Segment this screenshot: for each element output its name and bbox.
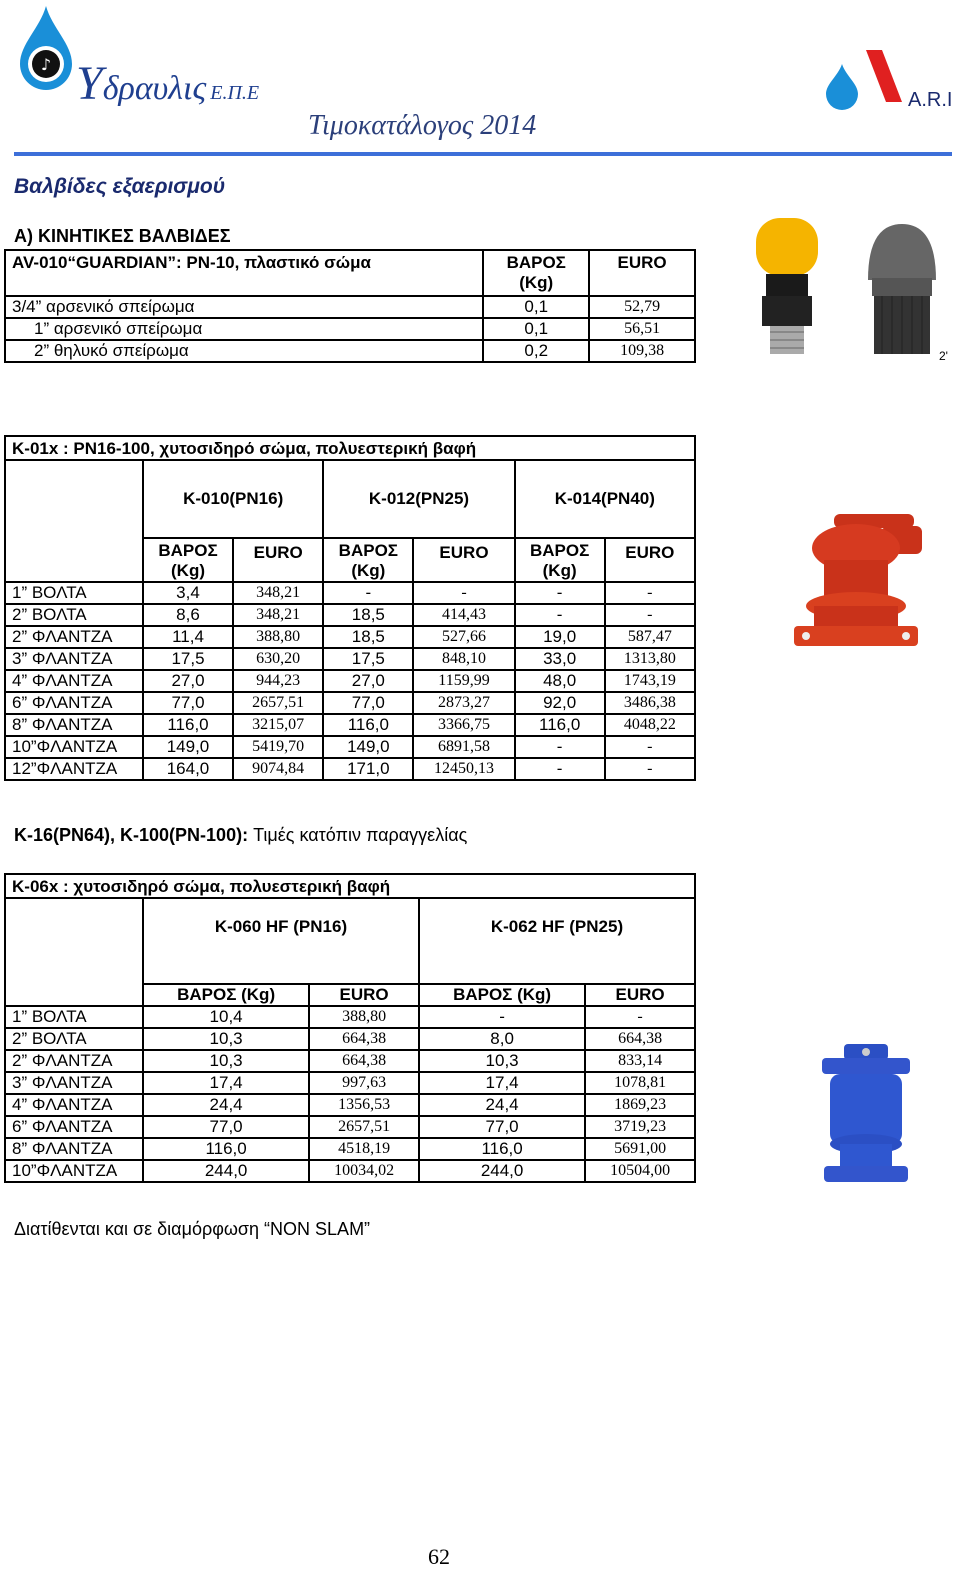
- column-header-weight: ΒΑΡΟΣ (Kg): [323, 538, 413, 582]
- table-row: [5, 670, 695, 692]
- model-header: K-062 HF (PN25): [419, 898, 695, 984]
- price-cell: 12450,13: [413, 758, 514, 780]
- price-cell: 9074,84: [233, 758, 323, 780]
- section-title: Βαλβίδες εξαερισμού: [14, 175, 226, 198]
- price-cell: 56,51: [589, 318, 695, 340]
- price-cell: 527,66: [413, 626, 514, 648]
- price-cell: 414,43: [413, 604, 514, 626]
- weight-cell: 18,5: [323, 626, 413, 648]
- weight-cell: 27,0: [323, 670, 413, 692]
- price-cell: 388,80: [309, 1006, 419, 1028]
- column-header-euro: EURO: [585, 984, 695, 1006]
- price-cell: 5691,00: [585, 1138, 695, 1160]
- price-cell: -: [605, 758, 695, 780]
- weight-cell: 3,4: [143, 582, 233, 604]
- weight-cell: 8,6: [143, 604, 233, 626]
- price-cell: 348,21: [233, 604, 323, 626]
- weight-cell: 24,4: [143, 1094, 309, 1116]
- k06x-price-table: [4, 873, 696, 1183]
- row-label: 1” ΒΟΛΤΑ: [5, 582, 143, 604]
- price-cell: 109,38: [589, 340, 695, 362]
- row-label: 8” ΦΛΑΝΤΖΑ: [5, 1138, 143, 1160]
- weight-cell: 10,3: [419, 1050, 585, 1072]
- table-title: AV-010“GUARDIAN”: PN-10, πλαστικό σώμα: [5, 250, 483, 296]
- weight-cell: 17,4: [143, 1072, 309, 1094]
- weight-cell: 48,0: [515, 670, 605, 692]
- weight-cell: 17,5: [323, 648, 413, 670]
- column-header-euro: EURO: [605, 538, 695, 582]
- water-drop-logo-icon: [14, 4, 78, 96]
- weight-cell: 149,0: [323, 736, 413, 758]
- k01x-red-valve-image: [786, 508, 936, 658]
- model-header: K-014(PN40): [515, 460, 695, 538]
- price-cell: 388,80: [233, 626, 323, 648]
- weight-cell: 10,3: [143, 1050, 309, 1072]
- price-cell: 997,63: [309, 1072, 419, 1094]
- k06x-blue-valve-image: [812, 1040, 920, 1190]
- weight-cell: 77,0: [143, 692, 233, 714]
- price-cell: 52,79: [589, 296, 695, 318]
- weight-cell: 11,4: [143, 626, 233, 648]
- weight-cell: 10,3: [143, 1028, 309, 1050]
- svg-text:♪: ♪: [40, 55, 52, 74]
- price-cell: 1356,53: [309, 1094, 419, 1116]
- guardian-price-table: [4, 249, 696, 363]
- price-cell: 1313,80: [605, 648, 695, 670]
- table-row: [5, 1138, 695, 1160]
- row-label: 2” ΦΛΑΝΤΖΑ: [5, 1050, 143, 1072]
- subheading-moving-valves: Α) ΚΙΝΗΤΙΚΕΣ ΒΑΛΒΙΔΕΣ: [14, 226, 231, 246]
- table-row: [5, 340, 695, 362]
- weight-cell: 77,0: [143, 1116, 309, 1138]
- row-label: 12”ΦΛΑΝΤΖΑ: [5, 758, 143, 780]
- svg-text:A.R.I: A.R.I: [908, 89, 953, 111]
- price-cell: 664,38: [585, 1028, 695, 1050]
- weight-cell: 244,0: [419, 1160, 585, 1182]
- row-label: 10”ΦΛΑΝΤΖΑ: [5, 1160, 143, 1182]
- price-cell: 833,14: [585, 1050, 695, 1072]
- row-label: 2” ΦΛΑΝΤΖΑ: [5, 626, 143, 648]
- column-header-euro: EURO: [233, 538, 323, 582]
- weight-cell: 92,0: [515, 692, 605, 714]
- row-label: 3” ΦΛΑΝΤΖΑ: [5, 1072, 143, 1094]
- table-row: [5, 318, 695, 340]
- row-label: 10”ΦΛΑΝΤΖΑ: [5, 736, 143, 758]
- table-row: [5, 1050, 695, 1072]
- guardian-grey-valve-image: [862, 220, 942, 356]
- weight-cell: -: [323, 582, 413, 604]
- weight-cell: 0,2: [483, 340, 589, 362]
- price-cell: 4518,19: [309, 1138, 419, 1160]
- table-title: Κ-01x : PN16-100, χυτοσιδηρό σώμα, πολυεστερική βαφή: [5, 436, 695, 460]
- row-label: 6” ΦΛΑΝΤΖΑ: [5, 692, 143, 714]
- weight-cell: 19,0: [515, 626, 605, 648]
- row-label: 4” ΦΛΑΝΤΖΑ: [5, 670, 143, 692]
- table-row: [5, 1006, 695, 1028]
- price-cell: 6891,58: [413, 736, 514, 758]
- price-cell: -: [605, 604, 695, 626]
- table-row: [5, 1094, 695, 1116]
- column-header-weight: ΒΑΡΟΣ (Kg): [515, 538, 605, 582]
- table-row: [5, 1028, 695, 1050]
- table-row: [5, 604, 695, 626]
- row-label: 8” ΦΛΑΝΤΖΑ: [5, 714, 143, 736]
- column-header-weight: ΒΑΡΟΣ (Kg): [143, 984, 309, 1006]
- price-cell: 1869,23: [585, 1094, 695, 1116]
- table-row: [5, 582, 695, 604]
- price-cell: 348,21: [233, 582, 323, 604]
- column-header-euro: EURO: [413, 538, 514, 582]
- table-row: [5, 648, 695, 670]
- guardian-yellow-valve-image: [748, 214, 826, 356]
- price-cell: 2657,51: [309, 1116, 419, 1138]
- price-cell: 3486,38: [605, 692, 695, 714]
- weight-cell: 77,0: [323, 692, 413, 714]
- weight-cell: 149,0: [143, 736, 233, 758]
- weight-cell: 10,4: [143, 1006, 309, 1028]
- table-row: [5, 714, 695, 736]
- weight-cell: 77,0: [419, 1116, 585, 1138]
- price-cell: 2873,27: [413, 692, 514, 714]
- model-header: K-012(PN25): [323, 460, 514, 538]
- ari-logo-icon: [822, 44, 956, 112]
- column-header-weight: ΒΑΡΟΣ (Kg): [419, 984, 585, 1006]
- table-row: [5, 758, 695, 780]
- row-label: 1” ΒΟΛΤΑ: [5, 1006, 143, 1028]
- price-cell: 848,10: [413, 648, 514, 670]
- weight-cell: 18,5: [323, 604, 413, 626]
- price-cell: 3215,07: [233, 714, 323, 736]
- weight-cell: 17,5: [143, 648, 233, 670]
- weight-cell: 116,0: [419, 1138, 585, 1160]
- price-cell: -: [605, 582, 695, 604]
- table-row: [5, 692, 695, 714]
- price-cell: 3719,23: [585, 1116, 695, 1138]
- price-cell: 1743,19: [605, 670, 695, 692]
- empty-corner-cell: [5, 898, 143, 1006]
- row-label: 4” ΦΛΑΝΤΖΑ: [5, 1094, 143, 1116]
- weight-cell: -: [515, 604, 605, 626]
- price-cell: -: [585, 1006, 695, 1028]
- company-logo-text: Υδραυλις Ε.Π.Ε: [76, 57, 260, 110]
- weight-cell: 116,0: [143, 714, 233, 736]
- note-non-slam: Διατίθενται και σε διαμόρφωση “NON SLAM”: [14, 1219, 371, 1239]
- empty-corner-cell: [5, 460, 143, 582]
- weight-cell: 164,0: [143, 758, 233, 780]
- table-row: [5, 1116, 695, 1138]
- weight-cell: 116,0: [515, 714, 605, 736]
- header-divider: [14, 152, 952, 156]
- weight-cell: 27,0: [143, 670, 233, 692]
- price-cell: 664,38: [309, 1050, 419, 1072]
- price-cell: 664,38: [309, 1028, 419, 1050]
- row-label: 2” ΒΟΛΤΑ: [5, 1028, 143, 1050]
- price-cell: 10034,02: [309, 1160, 419, 1182]
- model-header: K-060 HF (PN16): [143, 898, 419, 984]
- price-cell: 1159,99: [413, 670, 514, 692]
- weight-cell: 0,1: [483, 318, 589, 340]
- price-cell: 2657,51: [233, 692, 323, 714]
- image-size-tag: 2': [939, 349, 948, 363]
- table-row: [5, 736, 695, 758]
- weight-cell: 116,0: [143, 1138, 309, 1160]
- weight-cell: -: [419, 1006, 585, 1028]
- weight-cell: 33,0: [515, 648, 605, 670]
- price-cell: 3366,75: [413, 714, 514, 736]
- table-row: [5, 296, 695, 318]
- price-cell: 4048,22: [605, 714, 695, 736]
- weight-cell: 8,0: [419, 1028, 585, 1050]
- row-label: 3” ΦΛΑΝΤΖΑ: [5, 648, 143, 670]
- page-number: 62: [428, 1544, 450, 1569]
- weight-cell: 0,1: [483, 296, 589, 318]
- column-header-euro: EURO: [589, 250, 695, 296]
- price-cell: 10504,00: [585, 1160, 695, 1182]
- model-header: K-010(PN16): [143, 460, 323, 538]
- weight-cell: -: [515, 736, 605, 758]
- column-header-weight: ΒΑΡΟΣ (Kg): [483, 250, 589, 296]
- column-header-euro: EURO: [309, 984, 419, 1006]
- price-cell: -: [605, 736, 695, 758]
- weight-cell: 244,0: [143, 1160, 309, 1182]
- price-cell: 630,20: [233, 648, 323, 670]
- table-row: [5, 1160, 695, 1182]
- weight-cell: 116,0: [323, 714, 413, 736]
- table-title: Κ-06x : χυτοσιδηρό σώμα, πολυεστερική βαφή: [5, 874, 695, 898]
- note-on-request: K-16(PN64), K-100(PN-100): Τιμές κατόπιν παραγγελίας: [14, 825, 468, 845]
- weight-cell: 171,0: [323, 758, 413, 780]
- table-row: [5, 1072, 695, 1094]
- k01x-price-table: [4, 435, 696, 781]
- price-cell: 944,23: [233, 670, 323, 692]
- column-header-weight: ΒΑΡΟΣ (Kg): [143, 538, 233, 582]
- weight-cell: -: [515, 582, 605, 604]
- row-label: 3/4” αρσενικό σπείρωμα: [5, 296, 483, 318]
- weight-cell: 24,4: [419, 1094, 585, 1116]
- price-cell: -: [413, 582, 514, 604]
- row-label: 2” ΒΟΛΤΑ: [5, 604, 143, 626]
- catalog-title: Τιμοκατάλογος 2014: [308, 110, 537, 141]
- row-label: 2” θηλυκό σπείρωμα: [5, 340, 483, 362]
- table-row: [5, 626, 695, 648]
- price-cell: 1078,81: [585, 1072, 695, 1094]
- row-label: 6” ΦΛΑΝΤΖΑ: [5, 1116, 143, 1138]
- row-label: 1” αρσενικό σπείρωμα: [5, 318, 483, 340]
- price-cell: 5419,70: [233, 736, 323, 758]
- weight-cell: -: [515, 758, 605, 780]
- weight-cell: 17,4: [419, 1072, 585, 1094]
- price-cell: 587,47: [605, 626, 695, 648]
